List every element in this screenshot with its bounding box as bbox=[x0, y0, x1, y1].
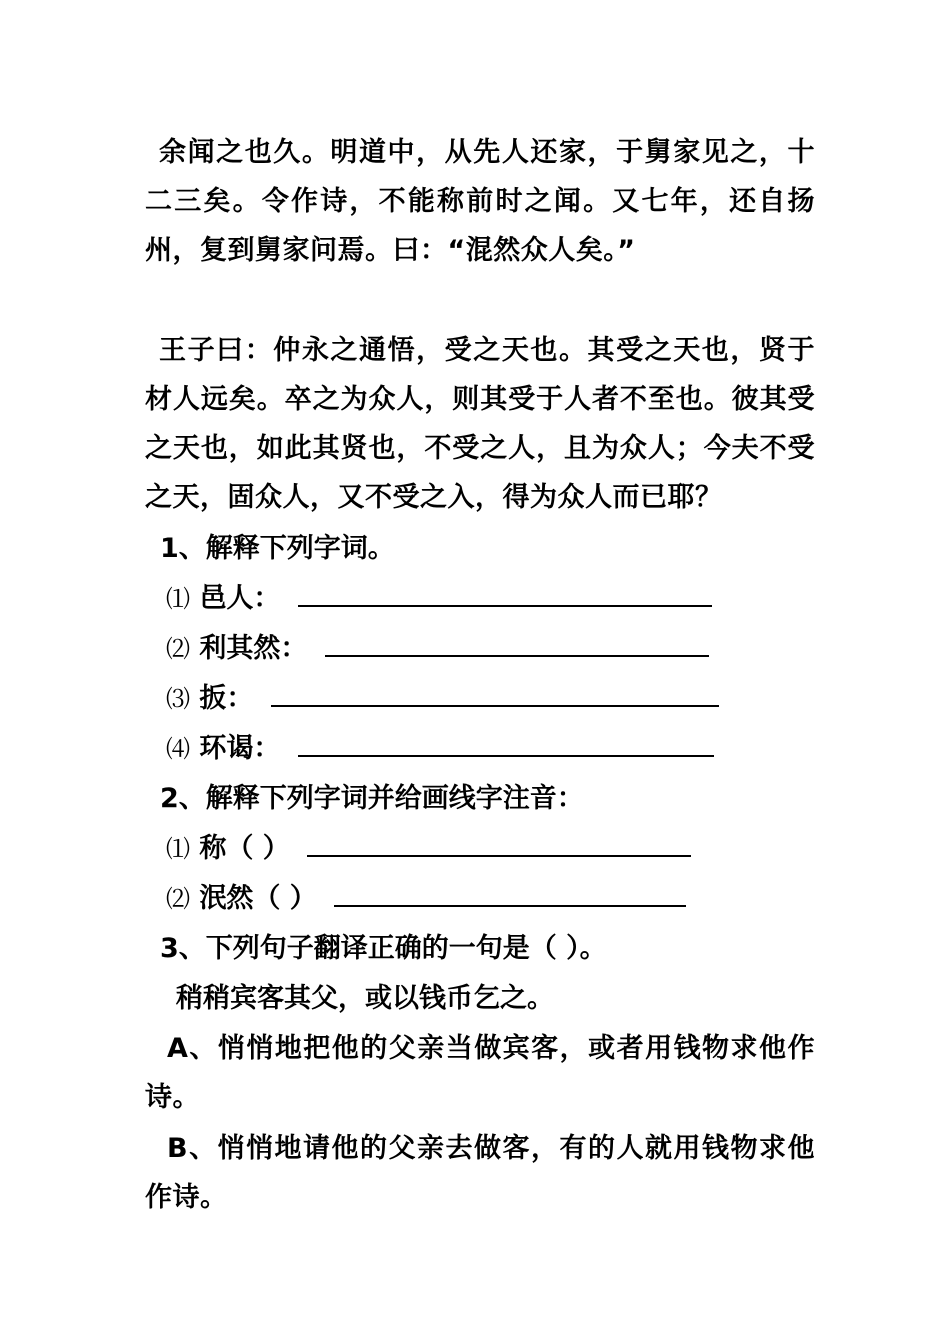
q3-option-b: B、悄悄地请他的父亲去做客，有的人就用钱物求他作诗。 bbox=[145, 1133, 815, 1213]
q2-item-2-answer-blank[interactable] bbox=[334, 875, 686, 907]
q1-item-2-answer-blank[interactable] bbox=[325, 625, 709, 657]
q3-option-a: A、悄悄地把他的父亲当做宾客，或者用钱物求他作诗。 bbox=[145, 1033, 815, 1113]
q1-item-4 bbox=[166, 724, 714, 774]
q1-item-3 bbox=[166, 674, 719, 724]
question-1-title: 1、解释下列字词。 bbox=[160, 533, 395, 564]
q1-item-1-number: ⑴ bbox=[166, 585, 190, 613]
q2-item-2-label: 泯然（ ） bbox=[199, 883, 317, 914]
question-3-title: 3、下列句子翻译正确的一句是（ ）。 bbox=[160, 933, 607, 964]
q1-item-4-label: 环谒： bbox=[199, 733, 281, 764]
passage-paragraph-2: 王子曰：仲永之通悟，受之天也。其受之天也，贤于材人远矣。卒之为众人，则其受于人者不至也。彼其受之天也，如此其贤也，不受之人，且为众人；今夫不受之天，固众人，又不受之入，得为众人而已耶？ bbox=[145, 335, 815, 513]
q2-item-1-number: ⑴ bbox=[166, 835, 190, 863]
q1-item-3-number: ⑶ bbox=[166, 685, 190, 713]
q1-item-3-label: 扳： bbox=[199, 683, 254, 714]
q2-item-1-answer-blank[interactable] bbox=[307, 825, 691, 857]
question-2-title: 2、解释下列字词并给画线字注音： bbox=[160, 783, 584, 814]
q2-item-1-label: 称（ ） bbox=[199, 833, 290, 864]
q2-item-2 bbox=[166, 874, 686, 924]
q1-item-4-answer-blank[interactable] bbox=[298, 725, 714, 757]
q1-item-4-number: ⑷ bbox=[166, 735, 190, 763]
q1-item-1-answer-blank[interactable] bbox=[298, 575, 712, 607]
q1-item-1 bbox=[166, 574, 712, 624]
q2-item-1 bbox=[166, 824, 691, 874]
q1-item-3-answer-blank[interactable] bbox=[271, 675, 719, 707]
q1-item-2-number: ⑵ bbox=[166, 635, 190, 663]
q1-item-2 bbox=[166, 624, 709, 674]
passage-paragraph-1: 余闻之也久。明道中，从先人还家，于舅家见之，十二三矣。令作诗，不能称前时之闻。又七年，还自扬州，复到舅家问焉。曰：“混然众人矣。” bbox=[145, 137, 815, 266]
q1-item-2-label: 利其然： bbox=[199, 633, 308, 664]
q2-item-2-number: ⑵ bbox=[166, 885, 190, 913]
q3-sentence: 稍稍宾客其父，或以钱币乞之。 bbox=[176, 983, 554, 1014]
q1-item-1-label: 邑人： bbox=[199, 583, 281, 614]
